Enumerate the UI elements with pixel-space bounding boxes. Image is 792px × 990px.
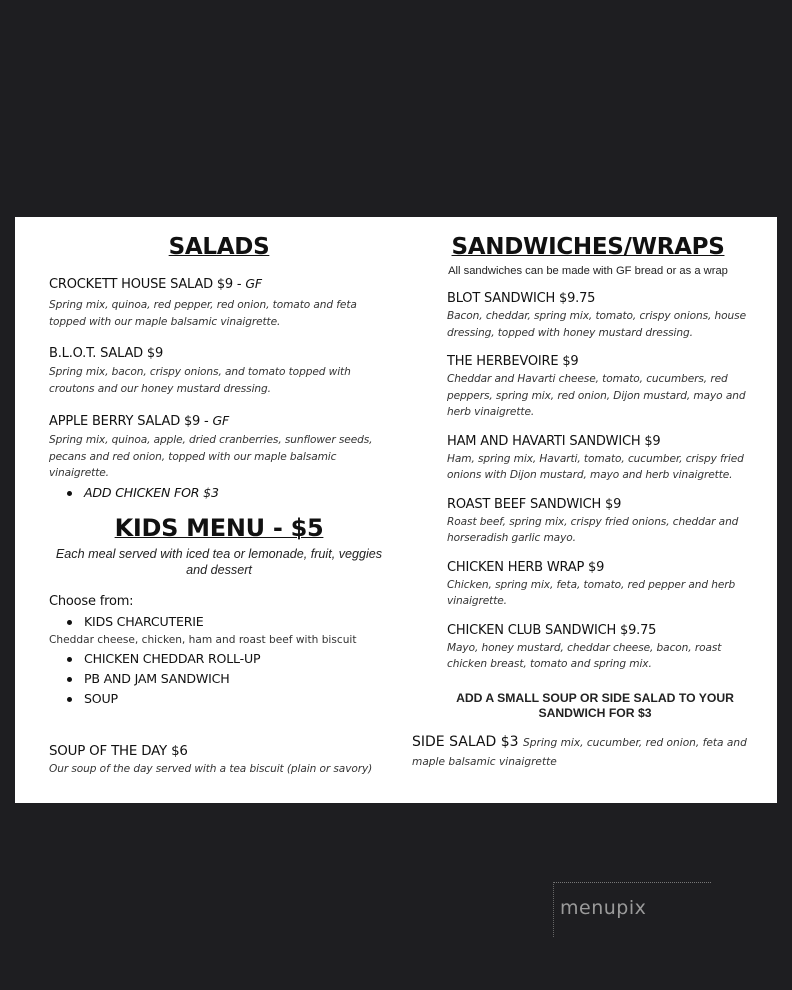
sandwich-item (447, 496, 764, 547)
salad-item-blot (49, 345, 389, 397)
sandwich-name: CHICKEN CLUB SANDWICH $9.75 (447, 622, 657, 638)
add-chicken-option: ADD CHICKEN FOR $3 (66, 483, 389, 503)
kids-item: PB AND JAM SANDWICH (66, 669, 389, 689)
kids-item: CHICKEN CHEDDAR ROLL-UP (66, 649, 389, 669)
kids-items-list (49, 612, 389, 632)
sandwich-desc: Mayo, honey mustard, cheddar cheese, bacon, roast chicken breast, tomato and spring mix. (447, 641, 722, 670)
sandwiches-subtitle: All sandwiches can be made with GF bread or as a wrap (448, 265, 728, 277)
left-column (49, 231, 389, 777)
sandwich-desc: Bacon, cheddar, spring mix, tomato, crispy onions, house dressing, topped with honey mustard dressing. (447, 310, 747, 339)
sandwich-name: THE HERBEVOIRE $9 (447, 354, 579, 369)
sandwich-name: HAM AND HAVARTI SANDWICH $9 (447, 433, 661, 449)
gf-tag: GF (212, 413, 229, 428)
kids-items-list-more (49, 649, 389, 709)
salad-item-apple-berry (49, 412, 389, 482)
sandwich-desc: Roast beef, spring mix, crispy fried onions, cheddar and horseradish garlic mayo. (447, 515, 739, 544)
add-soup-or-salad-callout: ADD A SMALL SOUP OR SIDE SALAD TO YOUR SANDWICH FOR $3 (456, 690, 734, 720)
sandwich-name: BLOT SANDWICH $9.75 (447, 291, 596, 306)
sandwich-item (447, 559, 764, 610)
sandwiches-title: SANDWICHES/WRAPS (451, 234, 725, 260)
menu-card (15, 217, 777, 803)
kids-menu-note: Each meal served with iced tea or lemonade, fruit, veggies and dessert (55, 546, 383, 577)
kids-item: KIDS CHARCUTERIE (66, 612, 389, 632)
sandwich-list (412, 290, 764, 673)
side-salad-name: SIDE SALAD $3 (412, 733, 519, 750)
side-salad-desc: Spring mix, cucumber, red onion, feta and maple balsamic vinaigrette (412, 736, 747, 768)
salad-name: B.L.O.T. SALAD $9 (49, 346, 164, 361)
sandwich-name: CHICKEN HERB WRAP $9 (447, 559, 605, 575)
sandwich-desc: Chicken, spring mix, feta, tomato, red pepper and herb vinaigrette. (447, 578, 736, 607)
kids-menu-title: KIDS MENU - $5 (114, 513, 324, 542)
kids-item: SOUP (66, 689, 389, 709)
soup-of-the-day-desc: Our soup of the day served with a tea biscuit (plain or savory) (49, 762, 373, 775)
sandwich-item (447, 433, 764, 484)
sandwich-desc: Ham, spring mix, Havarti, tomato, cucumber, crispy fried onions with Dijon mustard, mayo and herb vinaigrette. (447, 452, 744, 481)
sandwich-item (447, 622, 764, 673)
sandwich-item (447, 290, 764, 341)
salad-desc: Spring mix, bacon, crispy onions, and tomato topped with croutons and our honey mustard dressing. (49, 366, 351, 395)
salad-name: APPLE BERRY SALAD $9 - (49, 414, 213, 429)
right-column (412, 231, 764, 771)
salad-desc: Spring mix, quinoa, red pepper, red onion, tomato and feta topped with our maple balsamic vinaigrette. (49, 299, 357, 328)
menupix-watermark (553, 882, 711, 937)
watermark-text: menupix (560, 897, 647, 919)
gf-tag: GF (245, 276, 262, 291)
salad-name: CROCKETT HOUSE SALAD $9 - (49, 277, 246, 292)
salad-item-crockett (49, 275, 389, 330)
sandwich-item (447, 353, 764, 421)
choose-from-label: Choose from: (49, 593, 134, 609)
sandwich-name: ROAST BEEF SANDWICH $9 (447, 496, 622, 512)
side-salad (412, 733, 764, 771)
soup-of-the-day-name: SOUP OF THE DAY $6 (49, 743, 188, 759)
salad-addon-list (49, 483, 389, 503)
kids-charcuterie-desc: Cheddar cheese, chicken, ham and roast beef with biscuit (49, 633, 357, 646)
salad-desc: Spring mix, quinoa, apple, dried cranberries, sunflower seeds, pecans and red onion, topped with our maple balsamic vinaigrette. (49, 434, 373, 479)
salads-title: SALADS (168, 234, 270, 260)
sandwich-desc: Cheddar and Havarti cheese, tomato, cucumbers, red peppers, spring mix, red onion, Dijon mustard, mayo and herb vinaigrette. (447, 373, 746, 418)
